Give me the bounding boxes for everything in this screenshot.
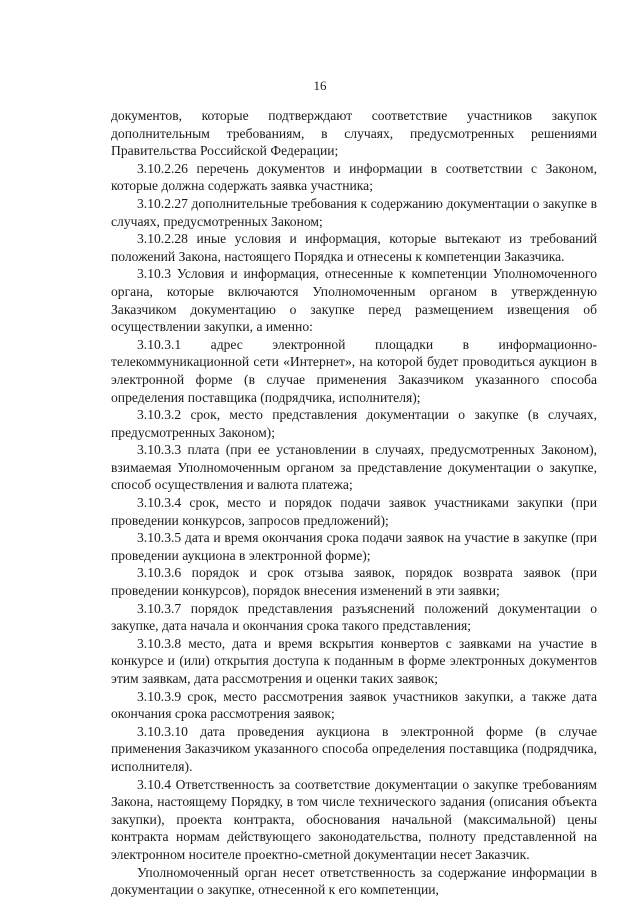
- paragraph: 3.10.4 Ответственность за соответствие документации о закупке требованиям Закона, настоящему Порядку, в том числе технического задания (описания объекта закупки), проекта контракта, обоснования начальной (максимальной) цены контракта нормам действующего законодательства, полноту представленной на электронном носителе проектно-сметной документации несет Заказчик.: [111, 776, 597, 862]
- paragraph: 3.10.2.26 перечень документов и информации в соответствии с Законом, которые должна содержать заявка участника;: [111, 160, 597, 194]
- paragraph: 3.10.3.3 плата (при ее установлении в случаях, предусмотренных Законом), взимаемая Уполномоченным органом за представление документации о закупке, способ осуществления и валюта платежа;: [111, 442, 597, 493]
- paragraph: 3.10.3.9 срок, место рассмотрения заявок участников закупки, а также дата окончания срока рассмотрения заявок;: [111, 688, 597, 722]
- document-body: [111, 107, 597, 899]
- paragraph: 3.10.3.4 срок, место и порядок подачи заявок участниками закупки (при проведении конкурсов, запросов предложений);: [111, 495, 597, 528]
- paragraph: 3.10.3.7 порядок представления разъяснений положений документации о закупке, дата начала и окончания срока такого представления;: [111, 600, 597, 634]
- paragraph: 3.10.3.10 дата проведения аукциона в электронной форме (в случае применения Заказчиком указанного способа определения поставщика (подрядчика, исполнителя).: [111, 723, 597, 774]
- paragraph: 3.10.3.6 порядок и срок отзыва заявок, порядок возврата заявок (при проведении конкурсов), порядок внесения изменений в эти заявки;: [111, 565, 597, 599]
- page-number: 16: [313, 78, 327, 93]
- paragraph: документов, которые подтверждают соответствие участников закупок дополнительным требованиям, в случаях, предусмотренных решениями Правительства Российской Федерации;: [111, 108, 597, 159]
- paragraph: Уполномоченный орган несет ответственность за содержание информации в документации о закупке, отнесенной к его компетенции,: [111, 864, 597, 898]
- paragraph: 3.10.2.28 иные условия и информация, которые вытекают из требований положений Закона, настоящего Порядка и отнесены к компетенции Заказчика.: [111, 231, 597, 264]
- paragraph: 3.10.3.2 срок, место представления документации о закупке (в случаях, предусмотренных Законом);: [111, 407, 597, 440]
- paragraph: 3.10.3.1 адрес электронной площадки в информационно-телекоммуникационной сети «Интернет», на которой будет проводиться аукцион в электронной форме (в случае применения Заказчиком указанного способа определения поставщика (подрядчика, исполнителя);: [111, 336, 597, 405]
- paragraph: 3.10.2.27 дополнительные требования к содержанию документации о закупке в случаях, предусмотренных Законом;: [111, 195, 597, 229]
- paragraph: 3.10.3.8 место, дата и время вскрытия конвертов с заявками на участие в конкурсе и (или) открытия доступа к поданным в форме электронных документов этим заявкам, дата рассмотрения и оценки таких заявок;: [111, 635, 597, 686]
- paragraph: 3.10.3 Условия и информация, отнесенные к компетенции Уполномоченного органа, которые включаются Уполномоченным органом в утвержденную Заказчиком документацию о закупке перед размещением извещения об осуществлении закупки, а именно:: [111, 266, 597, 335]
- paragraph: 3.10.3.5 дата и время окончания срока подачи заявок на участие в закупке (при проведении аукциона в электронной форме);: [111, 530, 597, 563]
